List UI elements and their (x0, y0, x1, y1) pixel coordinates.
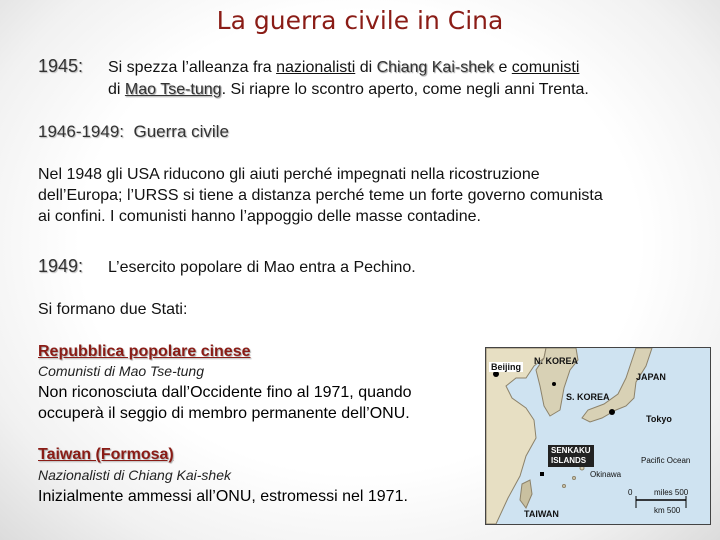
map-label-japan: JAPAN (636, 372, 666, 382)
map-label-taiwan: TAIWAN (524, 509, 559, 519)
year-1945: 1945: (38, 56, 84, 76)
map-label-tokyo: Tokyo (646, 414, 672, 424)
east-asia-map (485, 347, 711, 525)
map-label-pacific: Pacific Ocean (641, 456, 691, 465)
s1-chiang: Chiang Kai-shek (376, 59, 494, 76)
s1-text-e: . Si riapre lo scontro aperto, come negli anni Trenta. (221, 81, 589, 98)
taiwan-sub: Nazionalisti di Chiang Kai-shek (38, 467, 231, 483)
prc-sub: Comunisti di Mao Tse-tung (38, 363, 205, 379)
s1-comunisti: comunisti (511, 59, 580, 76)
prc-text (38, 382, 478, 424)
map-label-okinawa: Okinawa (590, 470, 622, 479)
map-scale-zero: 0 (628, 488, 633, 497)
year-1949: 1949: (38, 256, 84, 276)
map-label-nkorea: N. KOREA (534, 356, 579, 366)
map-graphic (486, 348, 710, 524)
years-label: 1946-1949: (38, 122, 125, 141)
s1-text-c: e (494, 59, 512, 76)
section1-line1 (108, 57, 708, 78)
s1-nazionalisti: nazionalisti (276, 59, 356, 76)
map-scale-km: km 500 (654, 506, 681, 515)
paragraph-line3: ai confini. I comunisti hanno l’appoggio delle masse contadine. (38, 208, 481, 225)
s1-text-d: di (108, 81, 125, 98)
s1-text-b: di (355, 59, 377, 76)
two-states-text: Si formano due Stati: (38, 301, 188, 318)
taiwan-heading: Taiwan (Formosa) (38, 446, 174, 463)
section3-text: L’esercito popolare di Mao entra a Pechino. (108, 259, 416, 276)
years-1946-1949 (38, 122, 229, 142)
paragraph (38, 164, 708, 227)
prc-line2: occuperà il seggio di membro permanente dell’ONU. (38, 405, 410, 422)
map-label-skorea: S. KOREA (566, 392, 610, 402)
map-scale-miles: miles 500 (654, 488, 689, 497)
map-label-senkaku: SENKAKU ISLANDS (548, 445, 594, 467)
taiwan-text: Inizialmente ammessi all’ONU, estromessi nel 1971. (38, 488, 408, 505)
section1-line2 (108, 79, 708, 100)
s1-mao: Mao Tse-tung (124, 81, 222, 98)
map-label-beijing: Beijing (491, 362, 522, 372)
paragraph-line2: dell’Europa; l’URSS si tiene a distanza perché teme un forte governo comunista (38, 187, 603, 204)
slide-title: La guerra civile in Cina (216, 6, 504, 35)
s1-text-a: Si spezza l’alleanza fra (108, 59, 277, 76)
prc-line1: Non riconosciuta dall’Occidente fino al 1971, quando (38, 384, 412, 401)
guerra-civile-heading: Guerra civile (133, 122, 229, 141)
prc-heading: Repubblica popolare cinese (38, 343, 251, 360)
paragraph-line1: Nel 1948 gli USA riducono gli aiuti perché impegnati nella ricostruzione (38, 166, 540, 183)
